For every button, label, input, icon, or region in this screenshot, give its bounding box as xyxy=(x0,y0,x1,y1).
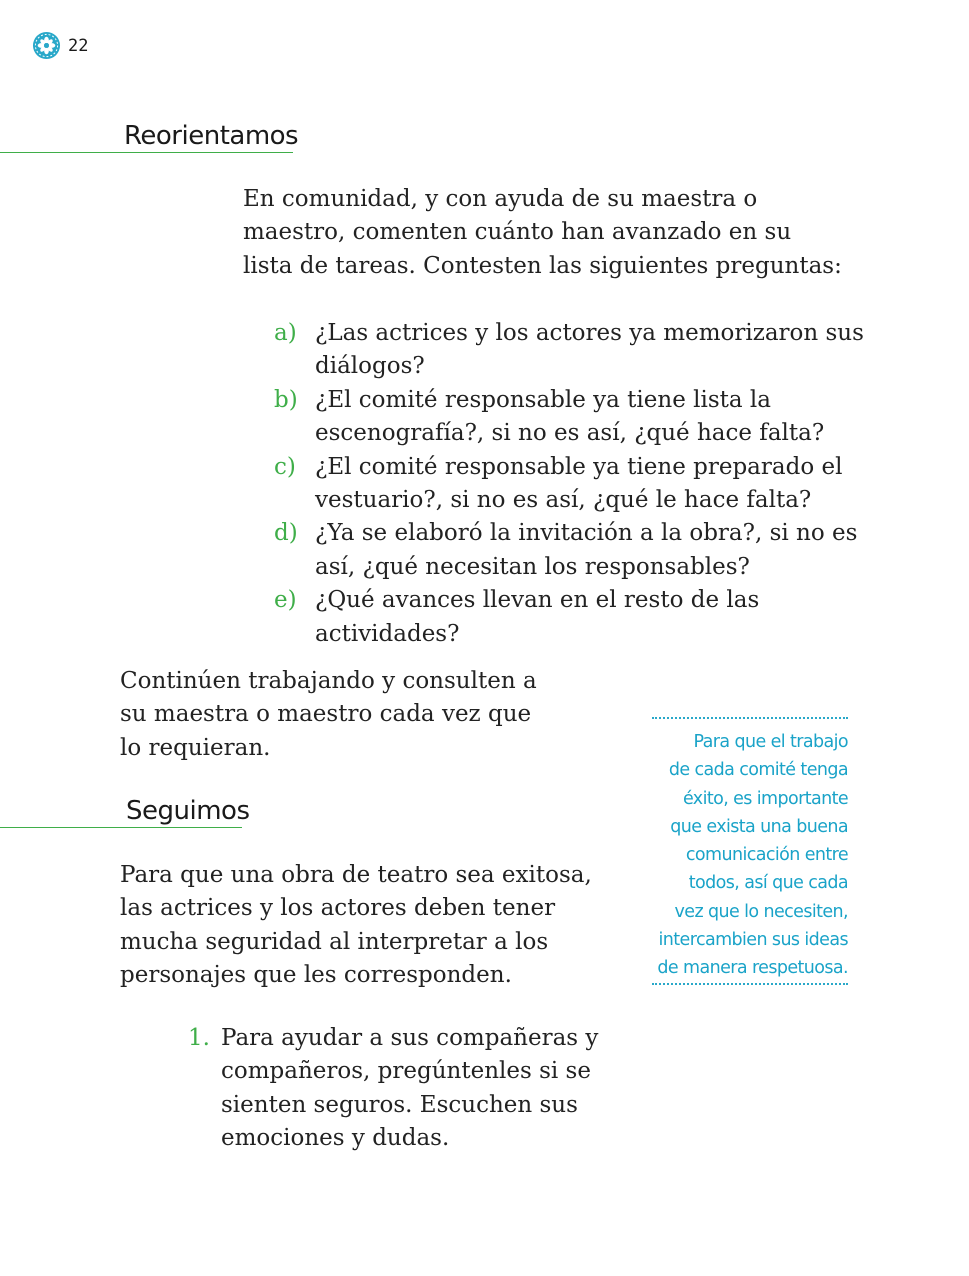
seguimos-intro: Para que una obra de teatro sea exitosa, las actrices y los actores deben tener mucha seguridad al interpretar a los personajes que les corresponden. xyxy=(120,862,592,989)
sidebar-line: que exista una buena xyxy=(670,816,848,837)
list-item xyxy=(274,584,874,651)
sidebar-line: Para que el trabajo xyxy=(693,732,848,752)
reorientamos-closing: Continúen trabajando y consulten a su maestra o maestro cada vez que lo requieran. xyxy=(120,668,537,761)
reorientamos-intro: En comunidad, y con ayuda de su maestra o maestro, comenten cuánto han avanzado en su lista de tareas. Contesten las siguientes preguntas: xyxy=(243,186,842,279)
sidebar-line: intercambien sus ideas xyxy=(658,930,848,951)
list-item xyxy=(188,1022,648,1156)
sidebar-line: vez que lo necesiten, xyxy=(674,901,848,922)
list-marker: 1. xyxy=(188,1025,210,1051)
list-marker: d) xyxy=(274,520,298,547)
question-text: ¿Qué avances llevan en el resto de las actividades? xyxy=(315,587,760,647)
sidebar-line: todos, así que cada xyxy=(688,873,848,894)
question-text: ¿El comité responsable ya tiene lista la escenografía?, si no es así, ¿qué hace falta? xyxy=(315,386,825,447)
list-item xyxy=(274,317,874,384)
sidebar-line: comunicación entre xyxy=(685,845,848,866)
section-title: Seguimos xyxy=(126,796,250,826)
list-marker: e) xyxy=(274,587,297,614)
page-number: 22 xyxy=(68,35,89,56)
step-text: Para ayudar a sus compañeras y compañeros, pregúntenles si se sienten seguros. Escuchen sus emociones y dudas. xyxy=(221,1025,599,1152)
question-text: ¿Las actrices y los actores ya memorizaron sus diálogos? xyxy=(315,320,864,380)
sidebar-line: de cada comité tenga xyxy=(668,760,848,781)
sidebar-line: éxito, es importante xyxy=(682,788,848,809)
section-heading-seguimos xyxy=(0,796,250,828)
question-text: ¿Ya se elaboró la invitación a la obra?, si no es así, ¿qué necesitan los responsables? xyxy=(315,520,858,580)
list-item xyxy=(274,517,874,584)
question-text: ¿El comité responsable ya tiene preparado el vestuario?, si no es así, ¿qué le hace falta? xyxy=(315,453,843,514)
page-header xyxy=(32,31,88,60)
question-list xyxy=(274,317,874,651)
section-heading-reorientamos xyxy=(0,121,299,153)
tip-sidebar xyxy=(652,717,848,985)
list-marker: c) xyxy=(274,453,296,480)
list-item xyxy=(274,451,874,518)
list-marker: a) xyxy=(274,320,297,346)
sidebar-line: de manera respetuosa. xyxy=(657,958,848,979)
list-marker: b) xyxy=(274,386,298,413)
steps-list xyxy=(188,1022,648,1156)
flower-badge-icon xyxy=(32,31,61,60)
list-item xyxy=(274,384,874,451)
section-title: Reorientamos xyxy=(124,121,299,151)
